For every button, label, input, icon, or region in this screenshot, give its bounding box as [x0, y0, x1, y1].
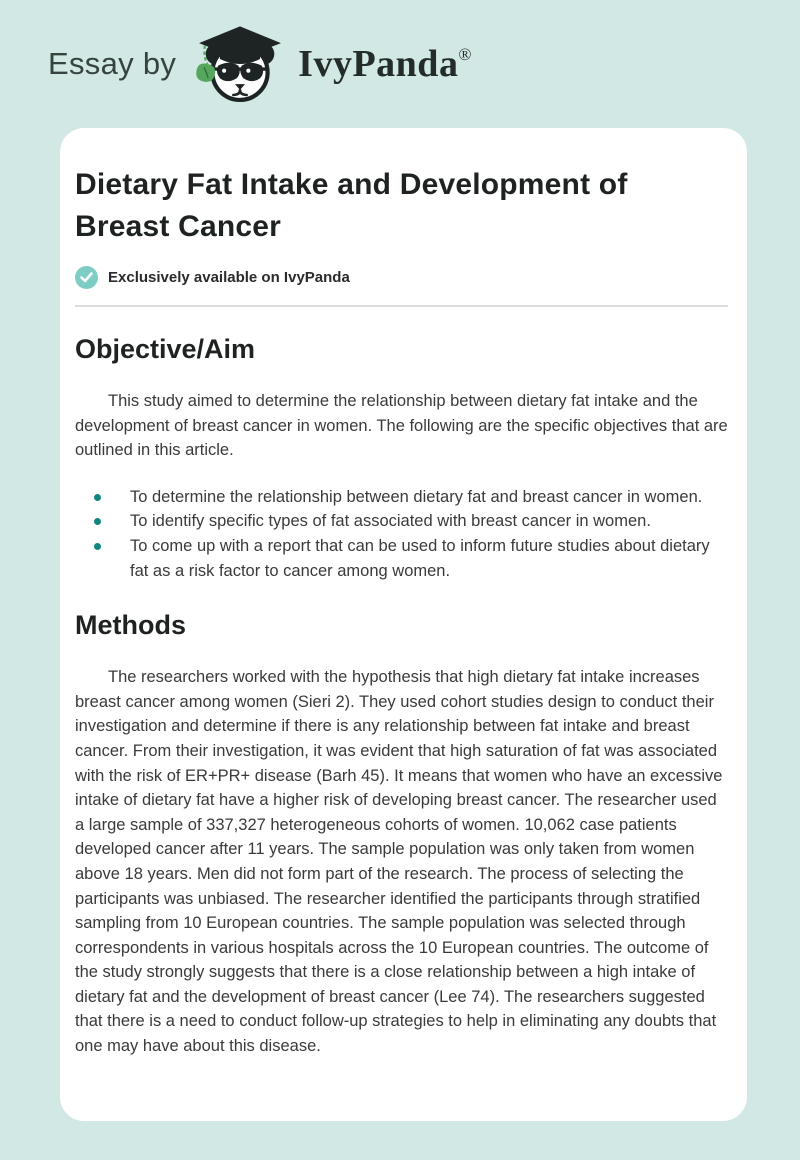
list-item: To identify specific types of fat associated with breast cancer in women.	[75, 509, 728, 534]
panda-graduate-icon	[194, 23, 286, 105]
methods-paragraph: The researchers worked with the hypothesis that high dietary fat intake increases breast cancer among women (Sieri 2). They used cohort studies design to conduct their investigation and determine if there is any relationship between fat intake and breast cancer. From their investigation, it was evident that high saturation of fat was associated with the risk of ER+PR+ disease (Barh 45). It means that women who have an excessive intake of dietary fat have a higher risk of developing breast cancer. The researcher used a large sample of 337,327 heterogeneous cohorts of women. 10,062 case patients developed cancer after 11 years. The sample population was only taken from women above 18 years. Men did not form part of the research. The process of selecting the participants was unbiased. The researcher identified the participants through stratified sampling from 10 European countries. The sample population was selected through correspondents in various hospitals across the 10 European countries. The outcome of the study strongly suggests that there is a close relationship between a high intake of dietary fat and the development of breast cancer (Lee 74). The researchers suggested that there is a need to conduct follow-up strategies to help in eliminating any doubts that one may have about this disease.	[75, 668, 723, 1056]
check-icon	[75, 266, 98, 289]
article-title: Dietary Fat Intake and Development of Breast Cancer	[75, 168, 628, 243]
list-item: To determine the relationship between dietary fat and breast cancer in women.	[75, 485, 728, 510]
brand-wordmark: IvyPanda®	[298, 43, 472, 85]
essay-by-label: Essay by	[48, 46, 177, 81]
list-item: To come up with a report that can be used to inform future studies about dietary fat as a risk factor to cancer among women.	[75, 534, 728, 583]
objectives-list	[75, 485, 728, 583]
exclusive-badge	[75, 266, 728, 289]
essay-card	[60, 128, 747, 1121]
objective-paragraph: This study aimed to determine the relationship between dietary fat intake and the development of breast cancer in women. The following are the specific objectives that are outlined in this article.	[75, 392, 728, 460]
exclusive-badge-label: Exclusively available on IvyPanda	[108, 269, 350, 286]
section-heading-methods: Methods	[75, 610, 186, 641]
divider	[75, 305, 728, 307]
site-header	[0, 0, 800, 128]
section-heading-objective: Objective/Aim	[75, 334, 256, 364]
registered-mark: ®	[458, 45, 472, 64]
